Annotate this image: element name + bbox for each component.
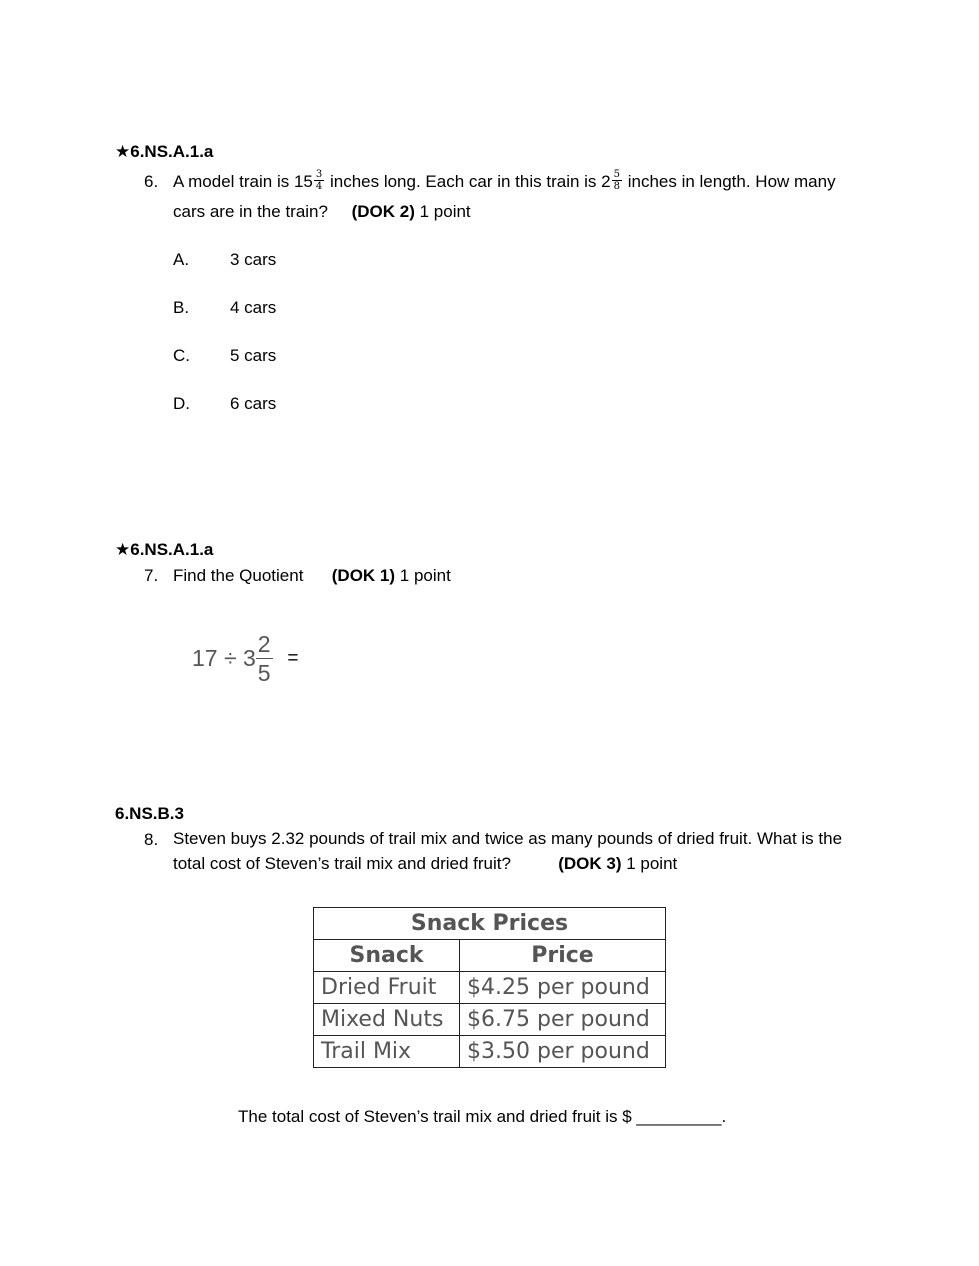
q6-points: 1 point	[419, 202, 471, 221]
q7-dok: (DOK 1)	[331, 566, 396, 585]
snack-prices-table	[313, 907, 666, 1068]
table-row	[314, 1004, 666, 1036]
q6-choice-b[interactable]: B. 4 cars	[173, 298, 277, 317]
q8-dok: (DOK 3)	[558, 854, 622, 873]
q7-points: 1 point	[399, 566, 451, 585]
table-cell-snack: Trail Mix	[314, 1036, 460, 1068]
table-header-snack: Snack	[314, 940, 460, 972]
q7-expression	[192, 630, 298, 687]
q7-mixed-fraction: $\frac{2}{5}$	[257, 631, 271, 686]
q6-fraction-2: $\frac{5}{8}$	[613, 169, 620, 193]
q8-answer-line[interactable]: The total cost of Steven’s trail mix and dried fruit is $ _________.	[238, 1107, 727, 1126]
q6-standard: ★6.NS.A.1.a	[115, 142, 214, 161]
table-header-price: Price	[460, 940, 666, 972]
q7-question	[173, 566, 451, 586]
table-cell-price: $4.25 per pound	[460, 972, 666, 1004]
q8-number: 8.	[144, 830, 159, 849]
q6-fraction-1: $\frac{3}{4}$	[315, 169, 323, 193]
table-cell-price: $3.50 per pound	[460, 1036, 666, 1068]
q6-text-part1: A model train is 15	[173, 172, 313, 191]
q7-standard: ★6.NS.A.1.a	[115, 540, 214, 559]
q7-number: 7.	[144, 566, 159, 585]
q6-text-part2: inches long. Each car in this train is 2	[325, 172, 611, 191]
q7-expr-left: 17 ÷ 3	[192, 645, 256, 671]
q7-text: Find the Quotient	[173, 566, 304, 585]
q6-text-part3: inches in length. How many cars are in the train?	[173, 172, 836, 221]
table-cell-snack: Mixed Nuts	[314, 1004, 460, 1036]
q6-choice-d[interactable]: D. 6 cars	[173, 394, 277, 413]
q7-equals: =	[287, 647, 299, 669]
q8-text: Steven buys 2.32 pounds of trail mix and twice as many pounds of dried fruit. What is the total cost of Steven’s trail mix and dried fruit?	[173, 829, 843, 873]
q6-choice-a[interactable]: A. 3 cars	[173, 250, 277, 269]
table-cell-price: $6.75 per pound	[460, 1004, 666, 1036]
table-cell-snack: Dried Fruit	[314, 972, 460, 1004]
q6-dok: (DOK 2)	[351, 202, 415, 221]
q8-points: 1 point	[626, 854, 678, 873]
q8-question	[173, 826, 853, 876]
q6-number: 6.	[144, 172, 159, 191]
table-title: Snack Prices	[314, 908, 666, 940]
table-row	[314, 1036, 666, 1068]
q8-standard: 6.NS.B.3	[115, 804, 184, 823]
snack-prices-table-wrapper	[313, 907, 666, 1068]
q6-question	[173, 167, 853, 227]
q6-choice-c[interactable]: C. 5 cars	[173, 346, 277, 365]
table-row	[314, 972, 666, 1004]
